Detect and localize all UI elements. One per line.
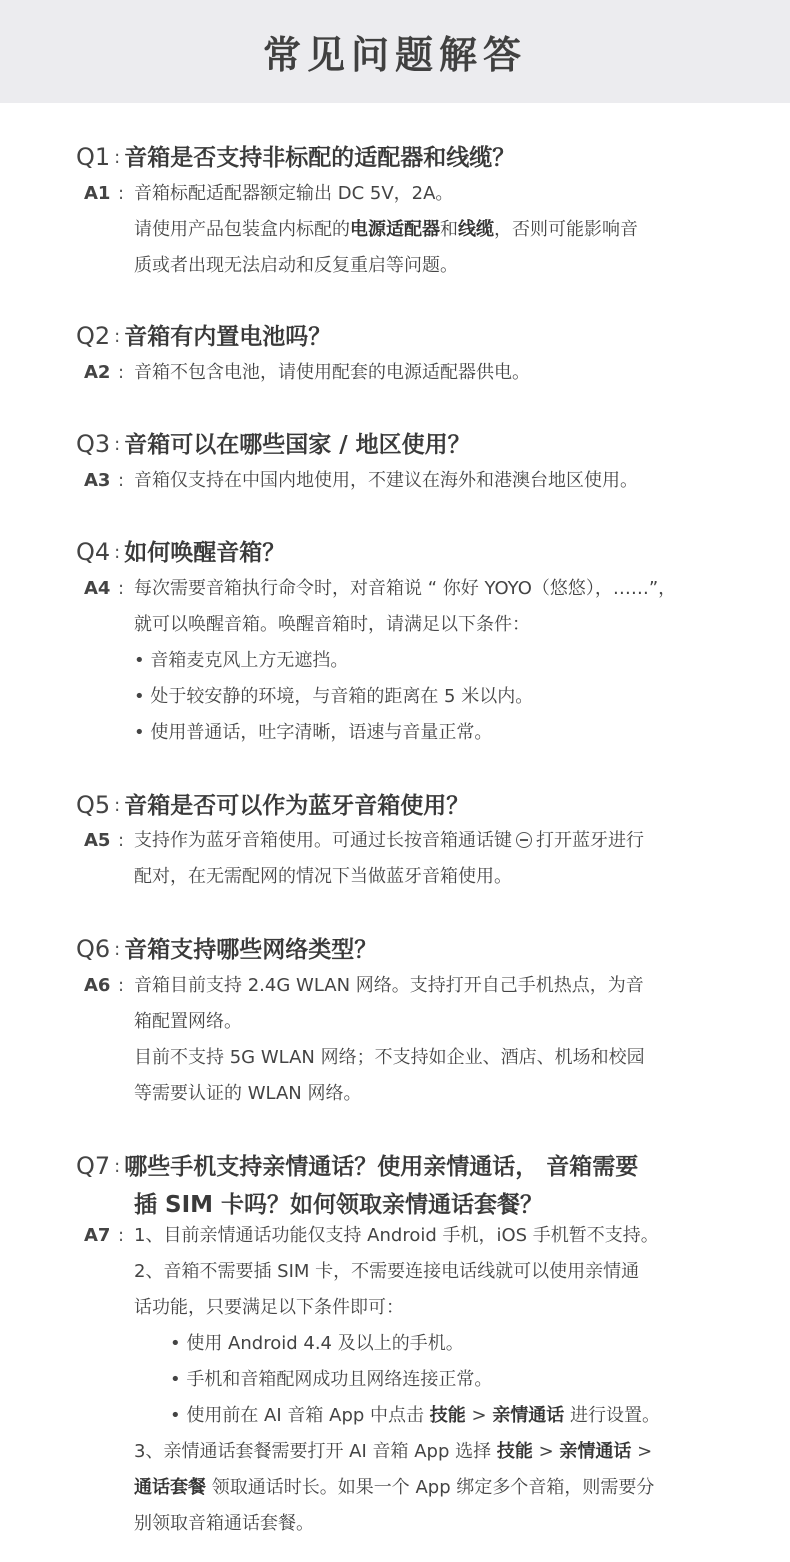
emphasis-family-call: 亲情通话 xyxy=(559,1441,632,1462)
answer-number: A6 xyxy=(84,975,111,996)
answer-line: 音箱不包含电池，请使用配套的电源适配器供电。 xyxy=(134,362,530,383)
answer-line: 箱配置网络。 xyxy=(134,1011,242,1032)
question-number: Q7 xyxy=(76,1152,111,1180)
answer-4 xyxy=(84,571,724,751)
emphasis-call-package: 通话套餐 xyxy=(134,1477,206,1498)
separator: : xyxy=(114,326,121,347)
question-number: Q6 xyxy=(76,935,111,963)
question-text: 音箱支持哪些网络类型？ xyxy=(124,937,378,963)
separator: : xyxy=(118,830,125,851)
question-text-continued: 插 SIM 卡吗？如何领取亲情通话套餐？ xyxy=(134,1192,544,1218)
answer-line: 音箱标配适配器额定输出 DC 5V，2A。 xyxy=(134,183,454,204)
answer-number: A2 xyxy=(84,362,111,383)
answer-number: A5 xyxy=(84,830,111,851)
page-header xyxy=(0,0,790,103)
question-text: 如何唤醒音箱？ xyxy=(124,540,286,566)
text-segment: > xyxy=(637,1441,653,1462)
answer-line: 话功能，只要满足以下条件即可： xyxy=(134,1297,404,1318)
answer-3 xyxy=(84,463,724,499)
condition-item xyxy=(134,1398,724,1434)
separator: : xyxy=(114,1156,121,1177)
answer-line: 目前不支持 5G WLAN 网络；不支持如企业、酒店、机场和校园 xyxy=(134,1047,645,1068)
question-text: 音箱有内置电池吗？ xyxy=(124,324,332,350)
emphasis-cable: 线缆 xyxy=(458,219,494,240)
text-segment: 进行设置。 xyxy=(570,1405,661,1426)
question-text: 哪些手机支持亲情通话？使用亲情通话， 音箱需要 xyxy=(124,1154,639,1180)
emphasis-power-adapter: 电源适配器 xyxy=(350,219,440,240)
answer-line: 每次需要音箱执行命令时，对音箱说 “ 你好 YOYO（悠悠），……”， xyxy=(134,578,677,599)
text-segment: 打开蓝牙进行 xyxy=(536,830,644,851)
question-7 xyxy=(76,1148,726,1223)
answer-number: A4 xyxy=(84,578,111,599)
emphasis-skills: 技能 xyxy=(496,1441,533,1462)
question-number: Q5 xyxy=(76,791,111,819)
separator: : xyxy=(118,578,125,599)
condition-item: • 处于较安静的环境，与音箱的距离在 5 米以内。 xyxy=(134,686,534,707)
question-number: Q2 xyxy=(76,322,111,350)
answer-number: A3 xyxy=(84,470,111,491)
question-number: Q4 xyxy=(76,538,111,566)
question-1 xyxy=(76,139,726,178)
separator: : xyxy=(114,795,121,816)
emphasis-skills: 技能 xyxy=(429,1405,466,1426)
condition-item: • 使用普通话，吐字清晰，语速与音量正常。 xyxy=(134,722,493,743)
text-segment: 3、亲情通话套餐需要打开 AI 音箱 App 选择 xyxy=(134,1441,492,1462)
question-number: Q3 xyxy=(76,430,111,458)
separator: : xyxy=(114,939,121,960)
text-segment: 请使用产品包装盒内标配的 xyxy=(134,219,350,240)
answer-line: 音箱仅支持在中国内地使用，不建议在海外和港澳台地区使用。 xyxy=(134,470,638,491)
condition-item: • 手机和音箱配网成功且网络连接正常。 xyxy=(170,1369,493,1390)
question-4 xyxy=(76,534,726,573)
answer-line: 就可以唤醒音箱。唤醒音箱时，请满足以下条件： xyxy=(134,614,530,635)
question-3 xyxy=(76,426,726,465)
condition-item: • 音箱麦克风上方无遮挡。 xyxy=(134,650,349,671)
separator: : xyxy=(118,470,125,491)
answer-5 xyxy=(84,823,724,895)
answer-line xyxy=(134,1434,724,1470)
question-number: Q1 xyxy=(76,143,111,171)
text-segment: ，否则可能影响音 xyxy=(494,219,638,240)
answer-line: 1、目前亲情通话功能仅支持 Android 手机，iOS 手机暂不支持。 xyxy=(134,1225,659,1246)
condition-item: • 使用 Android 4.4 及以上的手机。 xyxy=(170,1333,464,1354)
answer-line: 配对，在无需配网的情况下当做蓝牙音箱使用。 xyxy=(134,866,512,887)
separator: : xyxy=(118,183,125,204)
separator: : xyxy=(114,434,121,455)
separator: : xyxy=(114,542,121,563)
answer-6 xyxy=(84,968,724,1112)
question-2 xyxy=(76,318,726,357)
text-segment: 支持作为蓝牙音箱使用。可通过长按音箱通话键 xyxy=(134,830,512,851)
answer-7 xyxy=(84,1218,724,1542)
answer-line: 质或者出现无法启动和反复重启等问题。 xyxy=(134,255,458,276)
question-6 xyxy=(76,931,726,970)
answer-1 xyxy=(84,176,724,284)
answer-number: A1 xyxy=(84,183,111,204)
question-text: 音箱可以在哪些国家 / 地区使用？ xyxy=(124,432,471,458)
answer-line: 别领取音箱通话套餐。 xyxy=(134,1513,314,1534)
question-5 xyxy=(76,787,726,826)
text-segment: • 使用前在 AI 音箱 App 中点击 xyxy=(170,1405,425,1426)
text-segment: > xyxy=(471,1405,487,1426)
page-title: 常见问题解答 xyxy=(262,33,527,77)
separator: : xyxy=(118,1225,125,1246)
answer-line xyxy=(134,212,724,248)
question-text: 音箱是否支持非标配的适配器和线缆？ xyxy=(124,145,516,171)
text-segment: > xyxy=(538,1441,554,1462)
separator: : xyxy=(118,975,125,996)
answer-line: 2、音箱不需要插 SIM 卡，不需要连接电话线就可以使用亲情通 xyxy=(134,1261,640,1282)
text-segment: 和 xyxy=(440,219,458,240)
call-key-icon xyxy=(516,832,532,848)
text-segment: 领取通话时长。如果一个 App 绑定多个音箱，则需要分 xyxy=(211,1477,655,1498)
answer-line: 等需要认证的 WLAN 网络。 xyxy=(134,1083,362,1104)
answer-line: 音箱目前支持 2.4G WLAN 网络。支持打开自己手机热点，为音 xyxy=(134,975,644,996)
emphasis-family-call: 亲情通话 xyxy=(492,1405,565,1426)
separator: : xyxy=(114,147,121,168)
answer-line xyxy=(134,823,724,859)
answer-line xyxy=(134,1470,724,1506)
answer-number: A7 xyxy=(84,1225,111,1246)
answer-2 xyxy=(84,355,724,391)
question-text: 音箱是否可以作为蓝牙音箱使用？ xyxy=(124,793,470,819)
separator: : xyxy=(118,362,125,383)
